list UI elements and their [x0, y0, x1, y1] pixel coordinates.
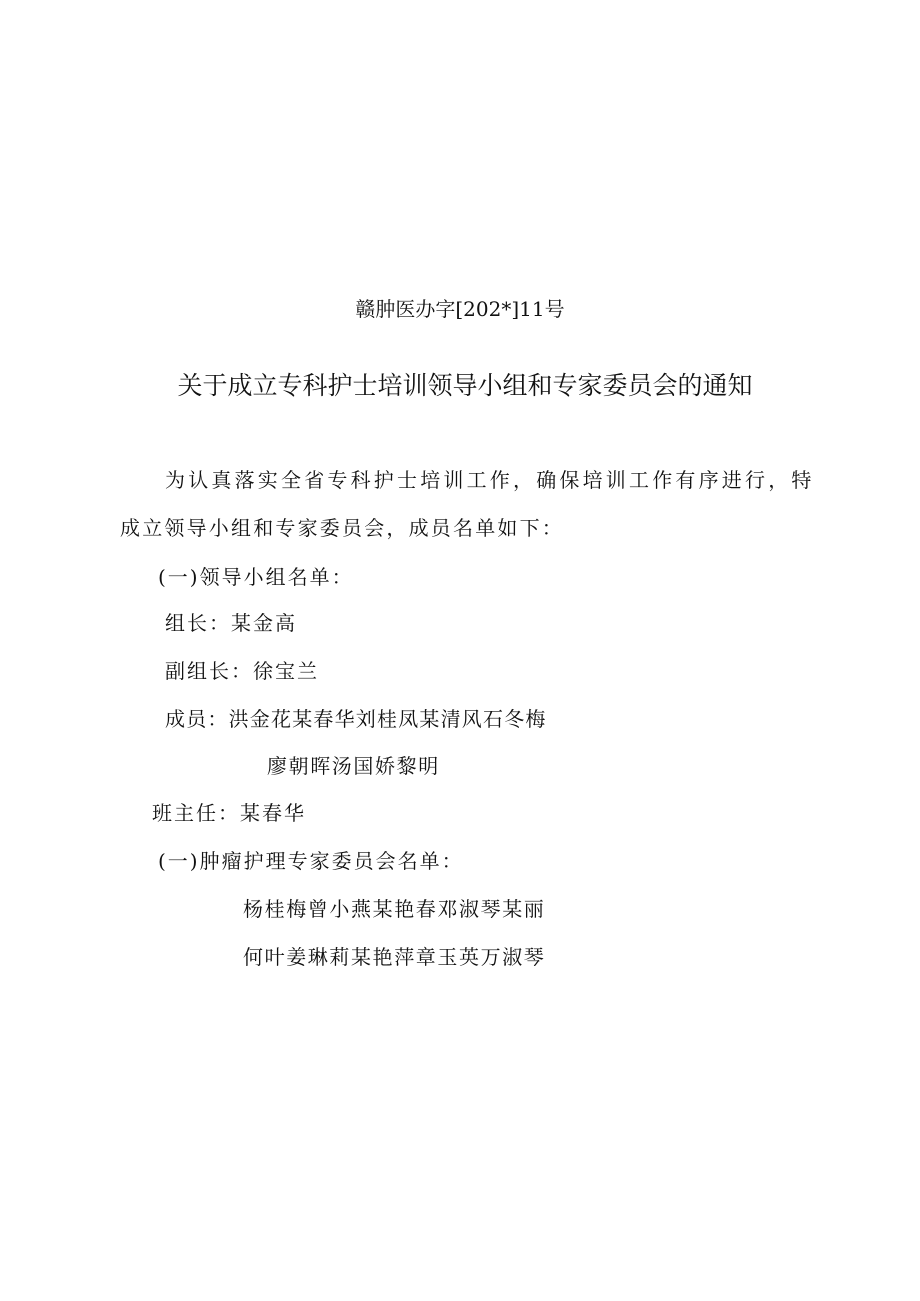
leadership-members-line-2: 廖朝晖汤国娇黎明	[267, 754, 440, 778]
class-head-entry: 班主任：某春华	[152, 801, 306, 825]
expert-members-line-2: 何叶姜琳莉某艳萍章玉英万淑琴	[243, 945, 546, 969]
document-title: 关于成立专科护士培训领导小组和专家委员会的通知	[177, 371, 753, 400]
deputy-leader-entry: 副组长：徐宝兰	[165, 659, 319, 683]
leader-entry: 组长：某金高	[165, 611, 297, 635]
intro-paragraph-line-2: 成立领导小组和专家委员会，成员名单如下：	[120, 516, 564, 540]
document-number-text: 赣肿医办字[202*]11号	[355, 297, 565, 321]
expert-members-line-1: 杨桂梅曾小燕某艳春邓淑琴某丽	[243, 897, 546, 921]
expert-committee-heading: (一)肿瘤护理专家委员会名单：	[158, 849, 464, 873]
leadership-heading: (一)领导小组名单：	[158, 565, 354, 589]
intro-paragraph-line-1: 为认真落实全省专科护士培训工作，确保培训工作有序进行，特	[165, 468, 815, 492]
leadership-members-line-1: 成员：洪金花某春华刘桂凤某清风石冬梅	[165, 707, 547, 731]
document-number	[0, 292, 920, 326]
